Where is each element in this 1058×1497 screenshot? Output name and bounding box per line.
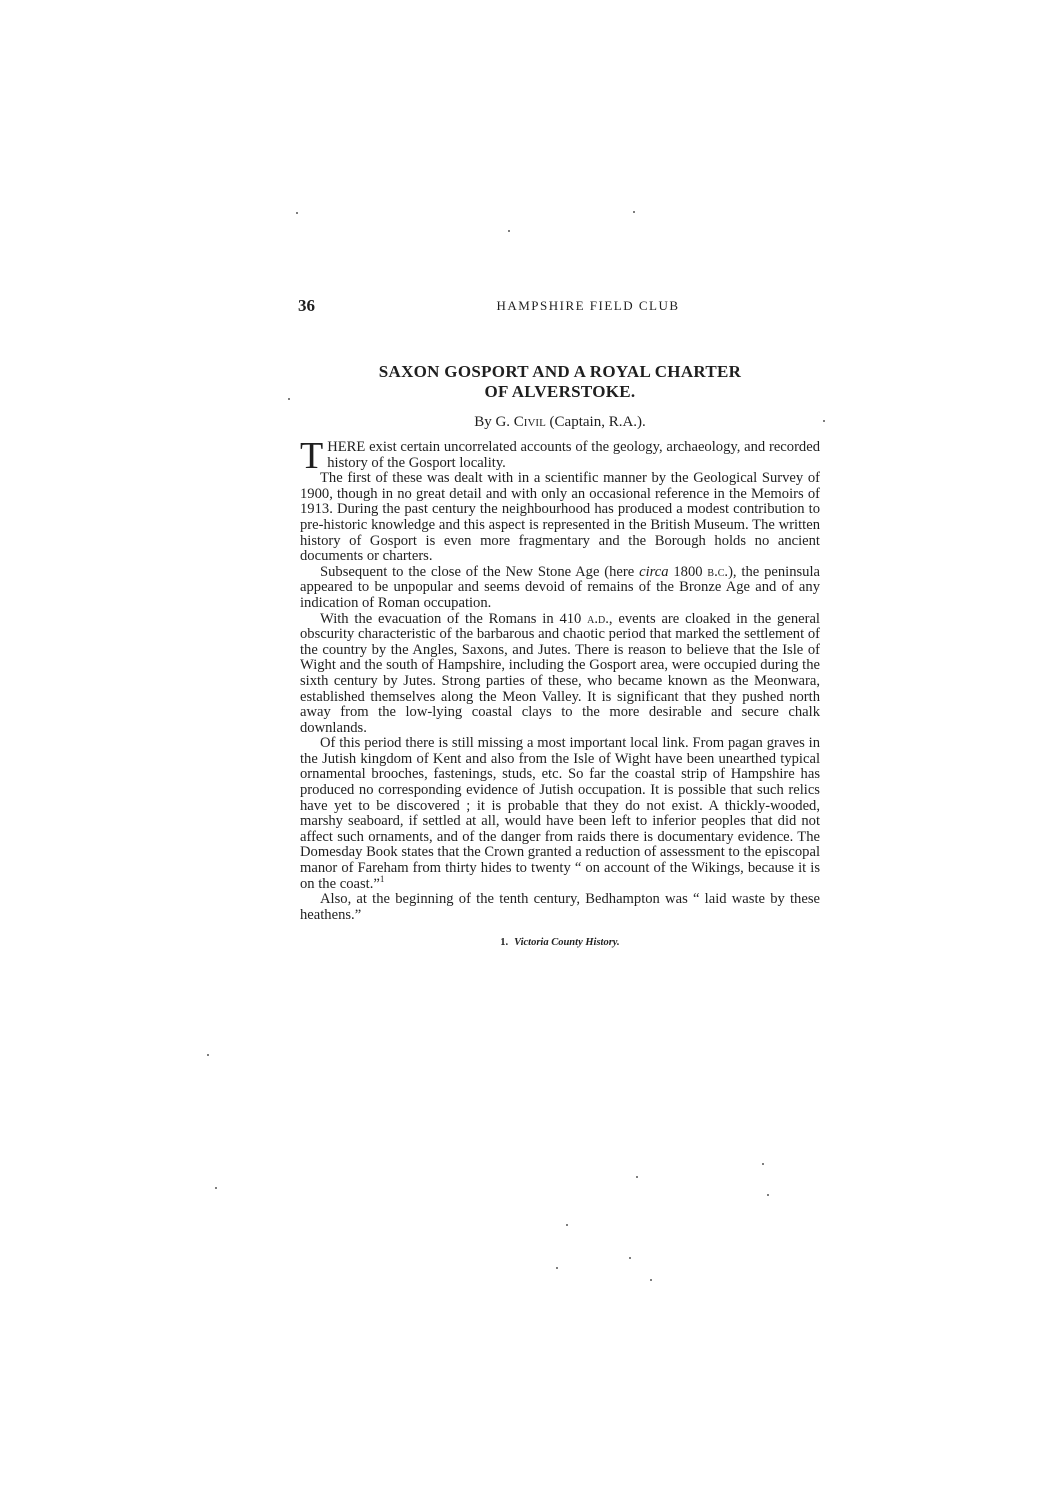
paragraph-3-text-b: 1800 bbox=[668, 563, 708, 580]
scan-speck bbox=[215, 1187, 217, 1189]
scan-speck bbox=[650, 1279, 652, 1281]
scan-speck bbox=[767, 1194, 769, 1196]
paragraph-5-text: Of this period there is still missing a most important local link. From pagan graves in the Jutish kingdom of Kent and also from the Isle of Wight have been unearthed typical ornamental brooches, fastenings, studs, etc. So far the coastal strip of Hampshire has produced no corresponding evidence of Jutish occupation. It is possible that such relics have yet to be discovered ; it is probable that they do not exist. A thickly-wooded, marshy seaboard, if settled at all, would have been left to inferior peoples that did not affect such ornaments, and of the danger from raids there is documentary evidence. The Domesday Book states that the Crown granted a reduction of assessment to the episcopal manor of Fareham from thirty hides to twenty “ on account of the Wikings, because it is on the coast.” bbox=[300, 735, 820, 892]
byline-prefix: By G. bbox=[474, 414, 514, 430]
article-title-line-1: SAXON GOSPORT AND A ROYAL CHARTER bbox=[378, 362, 742, 381]
paragraph-2: The first of these was dealt with in a scientific manner by the Geological Survey of 1900, though in no great detail and with only an occasional reference in the Memoirs of 1913. During the past century the neighbourhood has produced a modest contribution to pre-historic knowledge and this aspect is represented in the British Museum. The written history of Gosport is even more fragmentary and the Borough holds no ancient documents or charters. bbox=[300, 470, 820, 565]
scan-speck bbox=[823, 420, 825, 422]
footnote-text: Victoria County History. bbox=[514, 937, 620, 949]
scan-speck bbox=[288, 398, 290, 400]
article-body bbox=[300, 435, 821, 923]
scan-speck bbox=[556, 1267, 558, 1269]
scan-speck bbox=[636, 1176, 638, 1178]
scan-speck bbox=[629, 1257, 631, 1259]
footnote-reference[interactable]: 1 bbox=[379, 873, 385, 884]
scan-speck bbox=[633, 211, 635, 213]
paragraph-3-circa: circa bbox=[639, 563, 669, 580]
article-title bbox=[300, 362, 820, 402]
article-title-line-2: OF ALVERSTOKE. bbox=[484, 382, 636, 401]
running-head bbox=[298, 296, 830, 318]
article bbox=[300, 362, 820, 948]
scan-speck bbox=[296, 212, 298, 214]
paragraph-3-text-c: ), the peninsula appeared to be unpopular and seems devoid of remains of the Bronze Age and of any indication of Roman occupation. bbox=[300, 563, 821, 611]
paragraph-1-text: HERE exist certain uncorrelated accounts of the geology, archaeology, and recorded history of the Gosport locality. bbox=[327, 439, 820, 471]
paragraph-5 bbox=[300, 736, 820, 892]
scan-speck bbox=[207, 1054, 209, 1056]
paragraph-4-text-a: With the evacuation of the Romans in 410 bbox=[320, 610, 588, 627]
article-byline bbox=[300, 414, 820, 431]
paragraph-6: Also, at the beginning of the tenth century, Bedhampton was “ laid waste by these heathens.” bbox=[300, 891, 820, 923]
paragraph-1 bbox=[300, 435, 820, 477]
drop-cap: T bbox=[300, 435, 324, 477]
footnote-mark: 1. bbox=[500, 937, 509, 949]
page-number: 36 bbox=[298, 296, 315, 315]
footnote bbox=[300, 937, 820, 948]
byline-suffix: (Captain, R.A.). bbox=[545, 414, 646, 430]
scan-speck bbox=[566, 1224, 568, 1226]
journal-name: HAMPSHIRE FIELD CLUB bbox=[496, 298, 680, 313]
paragraph-3-bc: b.c. bbox=[707, 563, 729, 580]
scan-speck bbox=[508, 230, 510, 232]
byline-author-name: Civil bbox=[513, 414, 546, 430]
paragraph-3 bbox=[300, 565, 820, 612]
scan-speck bbox=[762, 1163, 764, 1165]
paragraph-4 bbox=[300, 612, 820, 737]
paragraph-3-text-a: Subsequent to the close of the New Stone Age (here bbox=[320, 563, 640, 580]
paragraph-4-ad: a.d. bbox=[587, 610, 609, 627]
paragraph-4-text-b: , events are cloaked in the general obscurity characteristic of the barbarous and chaotic period that marked the settlement of the country by the Angles, Saxons, and Jutes. There is reason to believe that the Isle of Wight and the south of Hampshire, including the Gosport area, were occupied during the sixth century by Jutes. Strong parties of these, who became known as the Meonwara, established themselves along the Meon Valley. It is significant that they pushed north away from the low-lying coastal clays to the more desirable and secure chalk downlands. bbox=[300, 610, 820, 736]
